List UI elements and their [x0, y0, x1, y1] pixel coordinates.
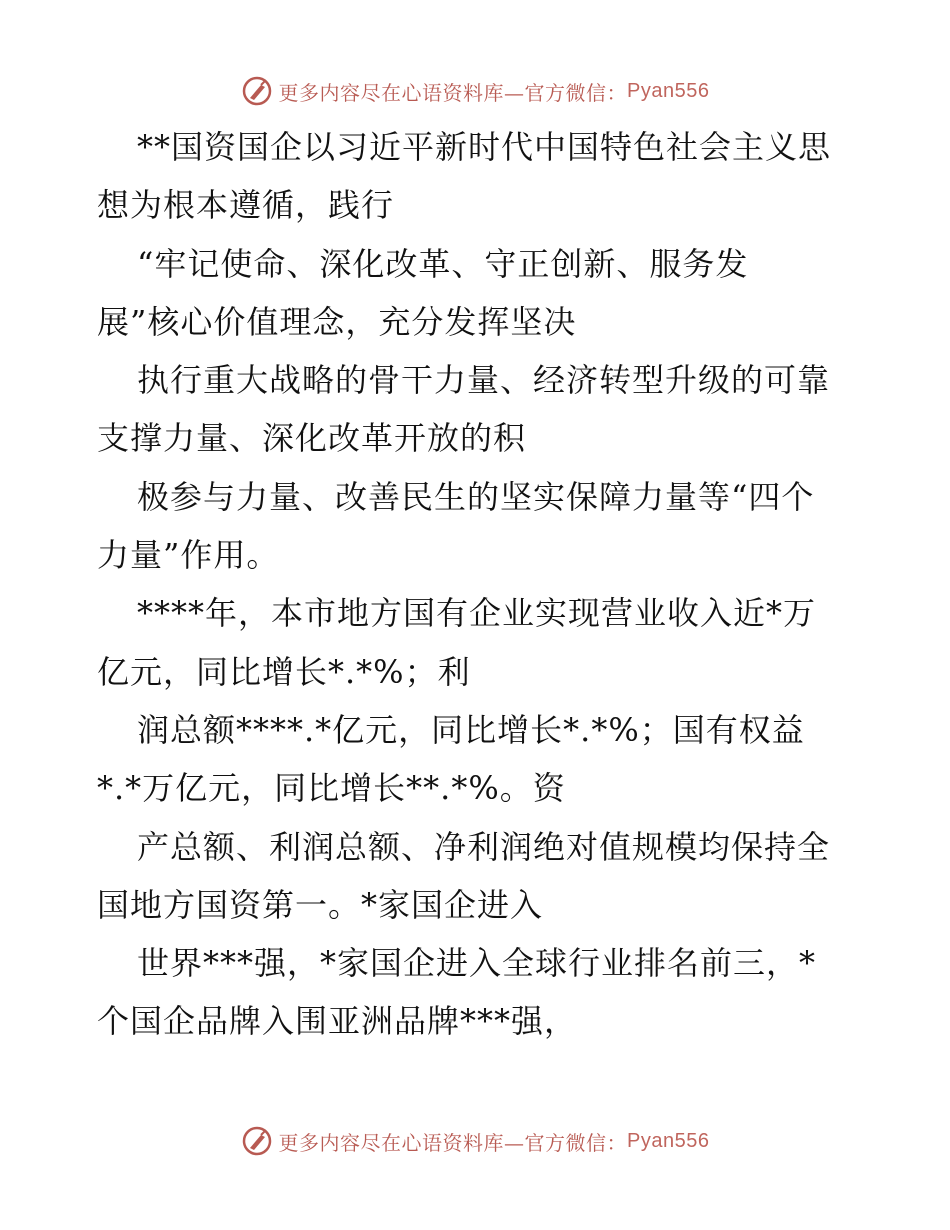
text-line: “牢记使命、深化改革、守正创新、服务发 — [137, 244, 749, 283]
document-body — [97, 118, 857, 1051]
text-line: 支撑力量、深化改革开放的积 — [97, 419, 527, 458]
brush-logo-icon — [241, 1125, 273, 1157]
footer-watermark-text: 更多内容尽在心语资料库—官方微信： — [278, 1130, 628, 1155]
text-line: 润总额****.*亿元，同比增长*.*%；国有权益 — [137, 710, 805, 749]
text-line: 亿元，同比增长*.*%；利 — [97, 652, 471, 691]
brush-logo-icon — [241, 75, 273, 107]
header-watermark — [0, 71, 950, 111]
text-line: 展”核心价值理念，充分发挥坚决 — [97, 302, 577, 341]
text-line: 世界***强，*家国企进入全球行业排名前三，* — [137, 944, 817, 983]
text-line: **国资国企以习近平新时代中国特色社会主义思 — [137, 128, 832, 166]
text-line: ****年，本市地方国有企业实现营业收入近*万 — [137, 594, 817, 633]
header-watermark-text: 更多内容尽在心语资料库—官方微信： — [278, 80, 628, 105]
text-line: *.*万亿元，同比增长**.*%。资 — [97, 769, 566, 808]
text-line: 想为根本遵循，践行 — [97, 186, 395, 225]
footer-wechat-id: Pyan556 — [627, 1129, 710, 1152]
footer-watermark — [0, 1121, 950, 1161]
text-line: 极参与力量、改善民生的坚实保障力量等“四个 — [137, 477, 815, 516]
text-line: 力量”作用。 — [97, 536, 280, 575]
text-line: 个国企品牌入围亚洲品牌***强， — [97, 1002, 578, 1041]
text-line: 执行重大战略的骨干力量、经济转型升级的可靠 — [137, 361, 831, 400]
text-line: 产总额、利润总额、净利润绝对值规模均保持全 — [137, 827, 831, 866]
header-wechat-id: Pyan556 — [627, 79, 710, 102]
text-line: 国地方国资第一。*家国企进入 — [97, 885, 544, 924]
